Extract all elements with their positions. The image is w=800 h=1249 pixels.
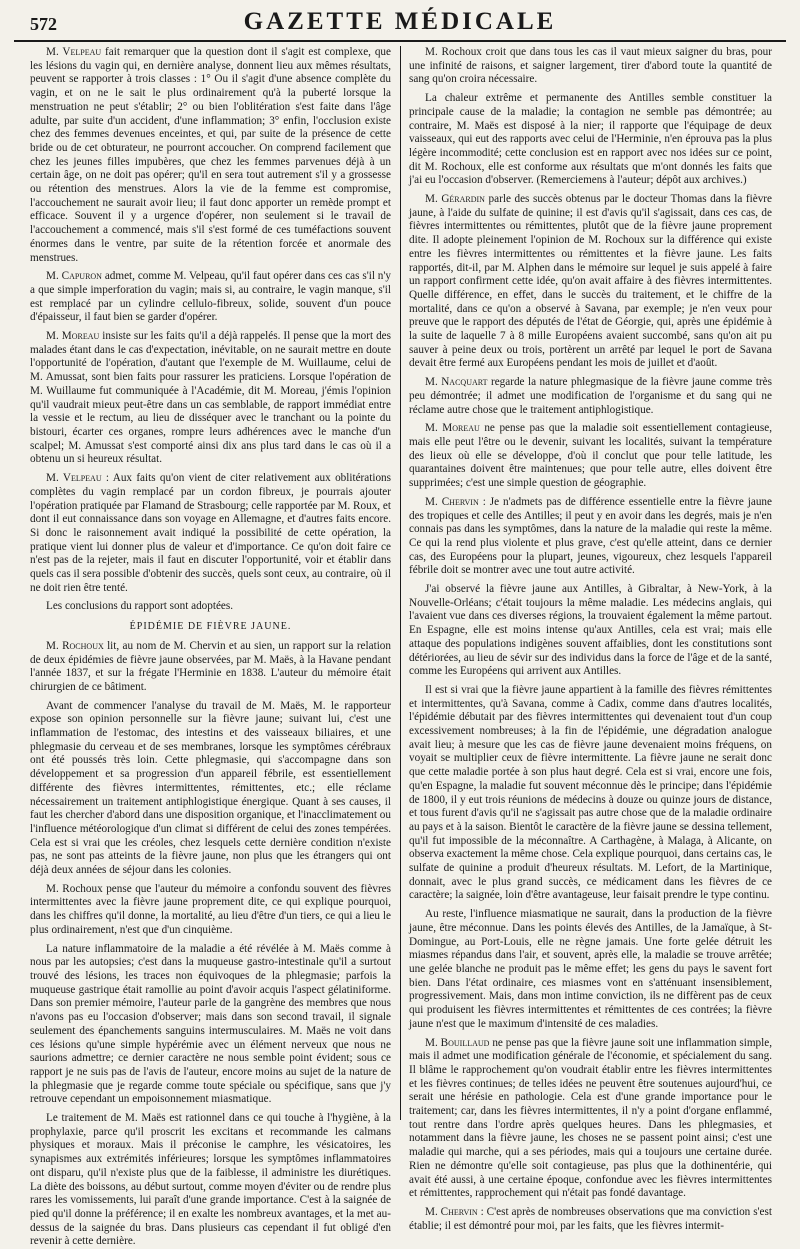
- paragraph: [30, 330, 391, 467]
- speaker-name: M. Chervin: [425, 495, 479, 508]
- speaker-name: M. Velpeau: [46, 472, 102, 485]
- page-header: [14, 6, 786, 42]
- paragraph-text: La chaleur extrême et permanente des Antilles semble constituer la principale cause de la maladie; la contagion ne semble pas démontrée; au contraire, M. Maës est disposé à la nier; il rapporte que l'équipage de deux vaisseaux, qui eut des rapports avec celui de l'Herminie, n'en éprouva pas la plus légère incommodité; cette conclusion est en rapport avec nos idées sur ce point, dit M. Rochoux, elle est conforme aux résultats que m'ont donnés les faits que j'ai eu l'occasion d'observer. (Remerciemens à l'auteur; dépôt aux archives.): [409, 92, 772, 187]
- speaker-name: M. Chervin: [425, 1205, 478, 1218]
- paragraph-text: admet, comme M. Velpeau, qu'il faut opérer dans ces cas s'il n'y a que simple imperforation du vagin; mais si, au contraire, le vagin manque, s'il est remplacé par un cylindre cellulo-fibreux, solide, souvent d'un pouce d'épaisseur, il faut bien se garder d'opérer.: [30, 270, 391, 324]
- paragraph: [30, 600, 391, 614]
- paragraph-text: : Aux faits qu'on vient de citer relativement aux oblitérations complètes du vagin remplacé par un cordon fibreux, je pourrais ajouter l'opération pratiquée par Flamand de Strasbourg; celle rapportée par M. Roux, et dont il eut connaissance dans son voyage en Allemagne, et d'autres faits encore. Si donc le raisonnement avait indiqué la possibilité de cette opération, la pratique vient lui donner plus de valeur et d'importance. Ce qu'on doit faire ce n'est pas de la rejeter, mais il faut en discuter l'opportunité, voir et établir dans quels cas il sera possible d'obtenir des succès, quels sont ceux, au contraire, où il ne doit rien être tenté.: [30, 472, 391, 594]
- paragraph-text: ne pense pas que la fièvre jaune soit une inflammation simple, mais il admet une modification générale de l'économie, et spécialement du sang. Il blâme le rapprochement qu'on voudrait établir entre les fièvres intermittentes et les fièvres continues; de telles idées ne peuvent être soutenues aujourd'hui, ce serait une hérésie en pathologie. Cela est d'une grande importance pour le traitement; car, dans les fièvres intermittentes, il n'y a point d'organe enflammé, tout rentre dans l'ordre après quelques heures. Dans les phlegmasies, et notamment dans la fièvre jaune, les choses ne se passent point ainsi; c'est une maladie qui marche, qui a ses périodes, mais qui a toujours une certaine durée. Rien ne démontre qu'elle soit contagieuse, pas plus que la dothinentérie, qui avait été aussi, à une certaine époque, confondue avec les fièvres intermittentes et rémittentes, rapprochement qui n'était pas fondé davantage.: [409, 1036, 773, 1200]
- column-rule: [400, 46, 401, 1120]
- paragraph-text: Les conclusions du rapport sont adoptées.: [46, 600, 234, 613]
- paragraph: [409, 376, 772, 417]
- paragraph: [409, 1037, 772, 1201]
- paragraph: [409, 92, 772, 188]
- paragraph: [409, 46, 772, 87]
- page-number: 572: [30, 14, 57, 34]
- speaker-name: M. Bouillaud: [425, 1036, 490, 1049]
- paragraph: [30, 46, 391, 265]
- section-title: ÉPIDÉMIE DE FIÈVRE JAUNE.: [129, 621, 292, 633]
- paragraph-text: parle des succès obtenus par le docteur Thomas dans la fièvre jaune, à l'aide du sulfate de quinine; il est d'avis qu'il s'agissait, dans ces cas, de fièvres intermittentes ou rémittentes, plutôt que de la fièvre jaune proprement dite. Il adopte pleinement l'opinion de M. Rochoux sur la différence qui existe entre les fièvres intermittentes ou rémittentes et la fièvre jaune. Les faits rapportés, dit-il, par M. Alphen dans le mémoire sur lequel je suis appelé à faire un rapport confirment cette idée, qu'on avait affaire à des fièvres intermittentes. Quelle différence, en effet, dans le succès du traitement, et le chiffre de la mortalité, dans ce qu'on a observé à Savana, par exemple; je n'en veux pour preuve que le rapport des députés de l'état de Géorgie, qui, après une épidémie à la suite de laquelle 7 à 8 mille Européens avaient succombé, sans qu'on ait pu sauver à peine deux ou trois, portèrent un arrêté par lequel le port de Savana devait être fermé aux Européens pendant les mois de juillet et d'août.: [409, 193, 772, 370]
- paragraph: [409, 908, 772, 1031]
- paragraph-text: ne pense pas que la maladie soit essentiellement contagieuse, mais elle peut l'être ou le devenir, suivant les localités, suivant la température des lieux où elle se développe, d'où il conclut que pour telle latitude, les quarantaines doivent être maintenues; que pour telle autre, elles doivent être supprimées; c'est une simple question de géographie.: [409, 422, 772, 490]
- speaker-name: M. Gérardin: [425, 193, 485, 206]
- paragraph-text: J'ai observé la fièvre jaune aux Antilles, à Gibraltar, à New-York, à la Nouvelle-Orléans; c'était toujours la même maladie. Les médecins anglais, qui l'avaient vue dans ces diverses régions, la trouvaient également la même partout. En Espagne, elle est moins intense qu'aux Antilles, cela est vrai; mais elle attaque des populations indigènes souvent affaiblies, dont les constitutions sont détériorées, au lieu de sévir sur des individus dans la force de l'âge et de la santé, comme les Européens qui arrivent aux Antilles.: [409, 583, 772, 678]
- right-column: [400, 46, 786, 1232]
- paragraph-text: fait remarquer que la question dont il s'agit est complexe, que les lésions du vagin qui, en dernière analyse, donnent lieu aux mêmes résultats, peuvent se rapporter à trois classes : 1° Ou il s'agit d'une absence complète du vagin, et on ne le sait le plus ordinairement qu'à la puberté lorsque la menstruation ne peut s'établir; 2° ou bien l'oblitération s'est faite dans l'âge adulte, par suite d'un accident, d'une inflammation; 3° enfin, l'occlusion existe chez des femmes devenues enceintes, et qui, par suite de la présence de cette bride ou de cet obturateur, ne pourront accoucher. On comprend facilement que chez les jeunes filles impubères, que chez les femmes parvenues déjà à un certain âge, on ne doit pas opérer; qu'il en sera tout autrement s'il y a grossesse ou rétention des menstrues. Alors la vie de la femme est compromise, l'accouchement ne saurait avoir lieu; il faut donc apporter un remède prompt et efficace. Souvent il y a urgence d'opérer, non seulement si le travail de l'accouchement a commencé, mais s'il s'est formé de ces tuméfactions souvent énormes dans le ventre, par suite de la rétention forcée et anormale des menstrues.: [30, 46, 391, 264]
- paragraph: [30, 883, 391, 938]
- paragraph: [30, 1112, 391, 1249]
- paragraph: [409, 1206, 772, 1233]
- speaker-name: M. Moreau: [46, 330, 100, 343]
- paragraph-text: Au reste, l'influence miasmatique ne saurait, dans la production de la fièvre jaune, être méconnue. Dans les points élevés des Antilles, de la Jamaïque, à St-Domingue, au Port-Louis, elle ne règne jamais. Une forte gelée détruit les miasmes répandus dans l'air, et souvent, après elle, la maladie se trouve arrêtée; une gelée blanche ne produit pas le même effet; les gens du pays le savent fort bien. Dans l'état ordinaire, ces miasmes vont en s'atténuant insensiblement, progressivement. Mais, dans mon intime conviction, ils ne diffèrent pas de ceux qui produisent les fièvres intermittentes et rémittentes de ces contrées; la fièvre jaune n'est que le maximum d'intensité de ces maladies.: [409, 908, 772, 1030]
- paragraph: [409, 193, 772, 371]
- paragraph-text: Il est si vrai que la fièvre jaune appartient à la famille des fièvres rémittentes et intermittentes, qu'à Savana, comme à Cadix, comme dans d'autres localités, l'épidémie débutait par des fièvres intermittentes qui devenaient tout d'un coup excessivement nombreuses; à la fin de l'épidémie, une dégradation analogue avait lieu; à mesure que les cas de fièvre jaune devenaient moins fréquens, on voyait se multiplier ceux de fièvre intermittente. La fièvre jaune ne serait donc que cette maladie portée à son plus haut degré. Cela est si vrai, encore une fois, qu'en Espagne, la maladie fut souvent méconnue dès le principe; dans l'épidémie de 1800, il y eut trois réunions de médecins à douze ou quinze jours de distance, et tous furent d'avis qu'il ne s'agissait pas autre chose que de la maladie ordinaire au pays et à la saison. Bientôt le caractère de la fièvre jaune se dessina tellement, qu'il fut impossible de la méconnaître. A Carthagène, à Malaga, à Alicante, on observa exactement la même chose. Cela explique pourquoi, dans certains cas, le sulfate de quinine a produit d'heureux résultats. M. Lefort, de la Martinique, donnait, avec le plus grand succès, ce médicament dans les fièvres de ce caractère; la saignée, loin d'être avantageuse, leur faisait prendre le type continu.: [409, 683, 772, 902]
- paragraph-text: Le traitement de M. Maës est rationnel dans ce qui touche à l'hygiène, à la prophylaxie, parce qu'il proscrit les excitans et recommande les calmans physiques et moraux. Mais il préconise le camphre, les vésicatoires, les synapismes aux extrémités inférieures; lorsque les symptômes inflammatoires ont disparu, qu'il n'existe plus que de la faiblesse, il administre les diurétiques. La diète des boissons, au début surtout, comme moyen d'éviter ou de rendre plus rares les vomissements, lui paraît d'une grande importance. C'est à la saignée de pied qu'il donne la préférence; il en exalte les nombreux avantages, et la met au-dessus de la saignée du bras. Dans plusieurs cas cependant il fut obligé d'en revenir à cette dernière.: [30, 1112, 391, 1248]
- paragraph-text: M. Rochoux pense que l'auteur du mémoire a confondu souvent des fièvres intermittentes avec la fièvre jaune proprement dite, ce qui explique pourquoi, dans les chiffres qu'il donne, la mortalité, au lieu d'être d'un tiers, ce qui a lieu le plus ordinairement, n'est que d'un cinquième.: [30, 882, 391, 936]
- speaker-name: M. Nacquart: [425, 376, 488, 389]
- paragraph-text: : Je n'admets pas de différence essentielle entre la fièvre jaune des tropiques et celle des Antilles; il peut y en avoir dans les degrés, mais je n'en connais pas dans les symptômes, dans la nature de la maladie qui reste la même. Ce qui la rend plus violente et plus grave, c'est qu'elle atteint, dans ce dernier cas, des Européens pour la plupart, jeunes, vigoureux, chez lesquels l'appareil fébrile doit se montrer avec une tout autre activité.: [409, 495, 772, 577]
- paragraph: [409, 583, 772, 679]
- paragraph: [30, 943, 391, 1107]
- paragraph: [30, 700, 391, 878]
- speaker-name: M. Moreau: [425, 422, 480, 435]
- left-column: [14, 46, 400, 1248]
- speaker-name: M. Capuron: [46, 270, 102, 283]
- paragraph-text: regarde la nature phlegmasique de la fièvre jaune comme très peu démontrée; il admet une modification de l'organisme et du sang qui ne réclame autre chose que le traitement antiphlogistique.: [409, 376, 772, 416]
- paragraph-text: : C'est après de nombreuses observations que ma conviction s'est établie; il est démontré pour moi, par les faits, que les fièvres intermit-: [409, 1205, 772, 1232]
- paragraph-text: La nature inflammatoire de la maladie a été révélée à M. Maës comme à nous par les autopsies; c'est dans la muqueuse gastro-intestinale qu'il a surtout trouvé des lésions, les traces non équivoques de la phlegmasie; parfois la muqueuse gastrique était ramollie au point d'avoir acquis l'aspect gélatiniforme. Dans son premier mémoire, l'auteur parle de la gangrène des membres que nous n'avons pas eu l'occasion d'observer; mais dans son second travail, il signale seulement des épanchements sanguins intermusculaires. M. Maës ne voit dans ces lésions qu'une simple hypérémie avec un élément nerveux que nous ne saurions admettre; ce dernier caractère ne nous semble point évident; sous ce rapport je ne suis pas de l'avis de l'auteur, encore moins au sujet de la nature de la phlegmasie que je regarde comme toute spéciale ou spécifique, sans que j'y retrouve cependant un empoisonnement miasmatique.: [30, 942, 391, 1106]
- paragraph-text: Avant de commencer l'analyse du travail de M. Maës, M. le rapporteur expose son opinion personnelle sur la fièvre jaune; suivant lui, c'est une inflammation de l'estomac, des intestins et des vaisseaux biliaires, et une phlegmasie du cerveau et de ses membranes, lorsque les symptômes cérébraux ont été poussés très loin. Cette phlegmasie, qui s'accompagne dans son développement et sa progression d'un appareil fébrile, est essentiellement différente des fièvres intermittentes, rémittentes, etc.; elle réclame nécessairement un traitement antiphlogistique énergique. Quant à ses causes, il faut les chercher d'abord dans une disposition organique, et l'inacclimatement ou l'influence météorologique d'un climat si différent de celui des zones tempérées. Cela est si vrai que les créoles, chez lesquels cette dernière condition n'existe pas, ne sont pas atteints de la fièvre jaune, non plus que les étrangers qui ont déjà deux années de séjour dans les colonies.: [30, 699, 391, 877]
- speaker-name: M. Velpeau: [46, 46, 102, 58]
- paragraph: [409, 684, 772, 903]
- paragraph: [409, 496, 772, 578]
- speaker-name: M. Rochoux: [46, 639, 104, 652]
- paragraph: [30, 640, 391, 695]
- paragraph: [30, 472, 391, 595]
- paragraph: [30, 270, 391, 325]
- journal-title: GAZETTE MÉDICALE: [243, 8, 557, 35]
- paragraph-text: lit, au nom de M. Chervin et au sien, un rapport sur la relation de deux épidémies de fièvre jaune observées, par M. Maës, à la Havane pendant l'année 1837, et sur la frégate l'Herminie en 1838. L'auteur du mémoire était chirurgien de ce bâtiment.: [30, 639, 391, 693]
- paragraph: [409, 422, 772, 491]
- paragraph-text: M. Rochoux croit que dans tous les cas il vaut mieux saigner du bras, pour une infinité de raisons, et saigner largement, tirer d'abord toute la quantité de sang qu'on croira nécessaire.: [409, 46, 772, 86]
- paragraph-text: insiste sur les faits qu'il a déjà rappelés. Il pense que la mort des malades étant dans le cas d'expectation, inévitable, on ne saurait mettre en doute l'opportunité de l'opération, d'autant que l'exemple de M. Wuillaume, celui de M. Amussat, sont bien faits pour rassurer les praticiens. Lorsque l'opération de M. Wuillaume fut communiquée à l'Académie, dit M. Moreau, j'émis l'opinion qu'il vaudrait mieux peut-être dans un cas semblable, de rapport immédiat entre la vessie et le rectum, au lieu de disséquer avec le tranchant ou la pointe du bistouri, écarter ces organes, rompre leurs adhérences avec le manche d'un scalpel; M. Amussat s'est comporté ainsi dix ans plus tard dans le cas où il a obtenu un si heureux résultat.: [30, 330, 391, 466]
- article-columns: [14, 46, 786, 1248]
